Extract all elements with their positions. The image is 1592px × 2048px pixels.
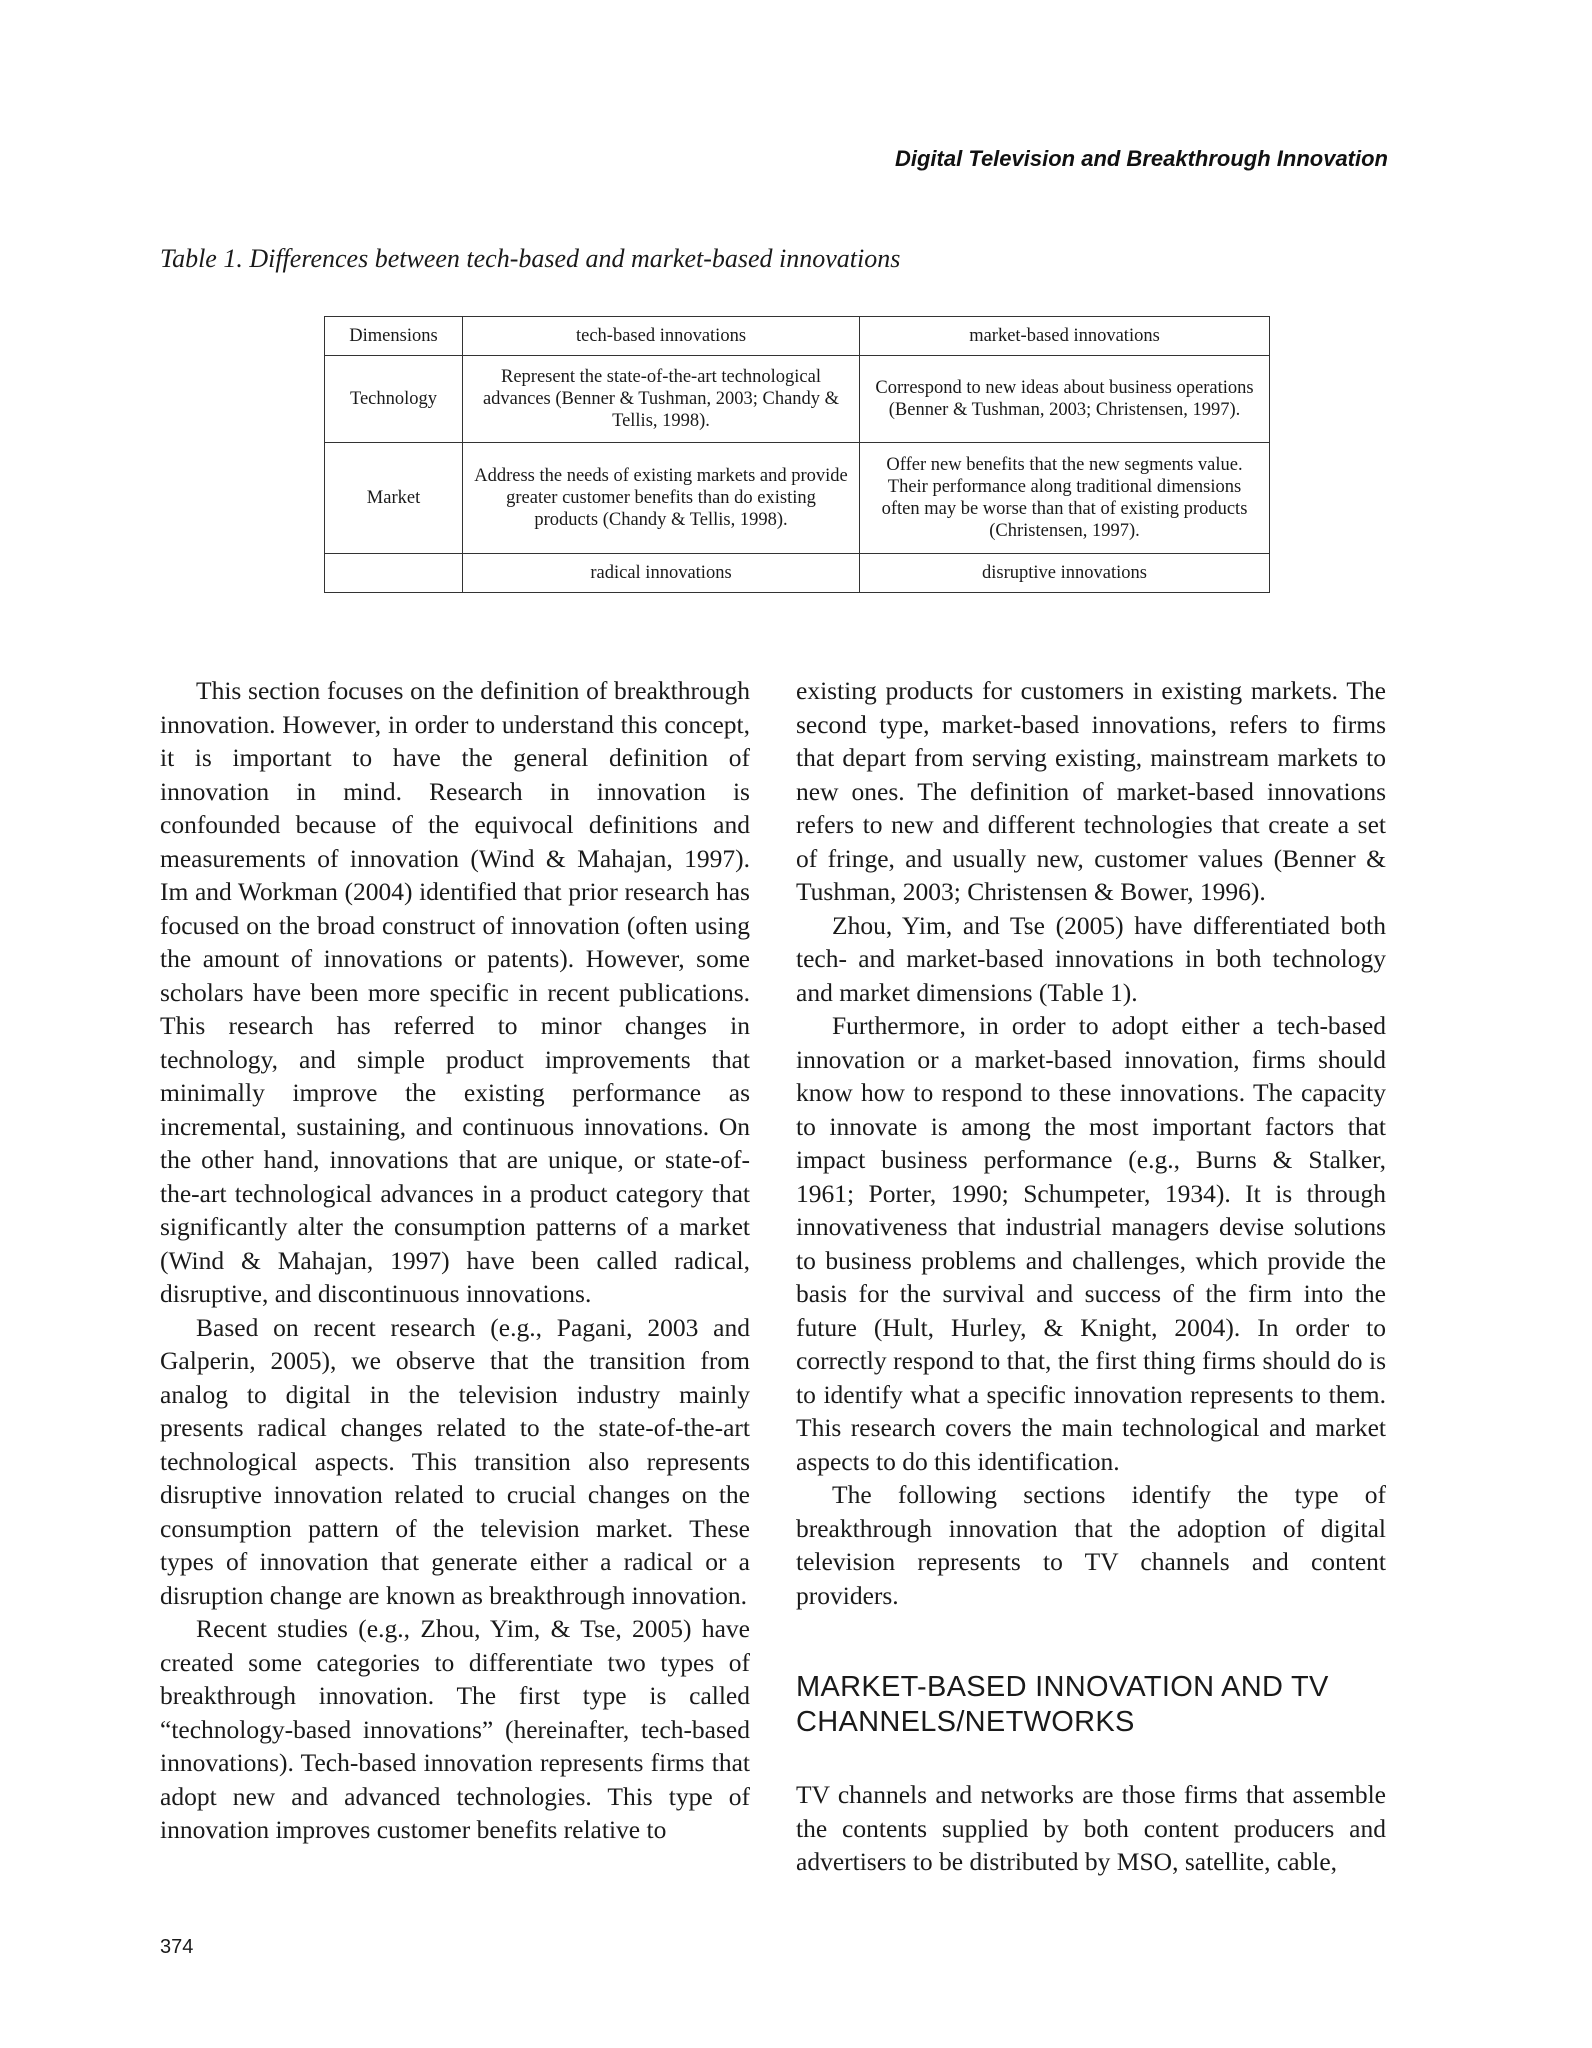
table-cell [325, 554, 463, 593]
paragraph: Based on recent research (e.g., Pagani, 2003 and Galperin, 2005), we observe that the transition from analog to digital in the television industry mainly presents radical changes related to the state-of-the-art technological aspects. This transition also represents disruptive innovation related to crucial changes on the consumption pattern of the television market. These types of innovation that generate either a radical or a disruption change are known as breakthrough innovation. [160, 1312, 750, 1610]
paragraph: Furthermore, in order to adopt either a tech-based innovation or a market-based innovation, firms should know how to respond to these innovations. The capacity to innovate is among the most important factors that impact business performance (e.g., Burns & Stalker, 1961; Porter, 1990; Schumpeter, 1934). It is through innovativeness that industrial managers devise solutions to business problems and challenges, which provide the basis for the survival and success of the firm into the future (Hult, Hurley, & Knight, 2004). In order to correctly respond to that, the first thing firms should do is to identify what a specific innovation represents to them. This research covers the main technological and market aspects to do this identification. [796, 1011, 1386, 1476]
table-cell-dimension: Technology [325, 356, 463, 443]
innovation-comparison-table [324, 316, 1270, 593]
right-column [796, 674, 1386, 1879]
table-cell: Offer new benefits that the new segments value. Their performance along traditional dimensions often may be worse than that of existing products (Christensen, 1997). [860, 443, 1270, 554]
table-header-cell: Dimensions [325, 317, 463, 356]
table-cell: Address the needs of existing markets and provide greater customer benefits than do existing products (Chandy & Tellis, 1998). [463, 443, 860, 554]
paragraph: This section focuses on the definition of breakthrough innovation. However, in order to understand this concept, it is important to have the general definition of innovation in mind. Research in innovation is confounded because of the equivocal definitions and measurements of innovation (Wind & Mahajan, 1997). Im and Workman (2004) identified that prior research has focused on the broad construct of innovation (often using the amount of innovations or patents). However, some scholars have been more specific in recent publications. This research has referred to minor changes in technology, and simple product improvements that minimally improve the existing performance as incremental, sustaining, and continuous innovations. On the other hand, innovations that are unique, or state-of-the-art technological advances in a product category that significantly alter the consumption patterns of a market (Wind & Mahajan, 1997) have been called radical, disruptive, and discontinuous innovations. [160, 676, 750, 1308]
paragraph: Zhou, Yim, and Tse (2005) have differentiated both tech- and market-based innovations in both technology and market dimensions (Table 1). [796, 910, 1386, 1007]
table-row [325, 443, 1270, 554]
table-caption: Table 1. Differences between tech-based and market-based innovations [160, 244, 901, 273]
left-column [160, 674, 750, 1847]
table-cell: Represent the state-of-the-art technological advances (Benner & Tushman, 2003; Chandy & Tellis, 1998). [463, 356, 860, 443]
table-cell: radical innovations [463, 554, 860, 593]
table-cell: Correspond to new ideas about business operations (Benner & Tushman, 2003; Christensen, 1997). [860, 356, 1270, 443]
page-number: 374 [160, 1936, 194, 1958]
section-heading: MARKET-BASED INNOVATION AND TV CHANNELS/NETWORKS [796, 1671, 1329, 1738]
table-row [325, 356, 1270, 443]
running-head: Digital Television and Breakthrough Innovation [894, 146, 1388, 171]
table-header-row [325, 317, 1270, 356]
paragraph: TV channels and networks are those firms that assemble the contents supplied by both content producers and advertisers to be distributed by MSO, satellite, cable, [796, 1780, 1386, 1876]
paragraph: existing products for customers in existing markets. The second type, market-based innovations, refers to firms that depart from serving existing, mainstream markets to new ones. The definition of market-based innovations refers to new and different technologies that create a set of fringe, and usually new, customer values (Benner & Tushman, 2003; Christensen & Bower, 1996). [796, 676, 1386, 906]
table-header-cell: tech-based innovations [463, 317, 860, 356]
table-cell: disruptive innovations [860, 554, 1270, 593]
table-header-cell: market-based innovations [860, 317, 1270, 356]
table-cell-dimension: Market [325, 443, 463, 554]
paragraph: Recent studies (e.g., Zhou, Yim, & Tse, 2005) have created some categories to differentiate two types of breakthrough innovation. The first type is called “technology-based innovations” (hereinafter, tech-based innovations). Tech-based innovation represents firms that adopt new and advanced technologies. This type of innovation improves customer benefits relative to [160, 1614, 750, 1844]
paragraph: The following sections identify the type of breakthrough innovation that the adoption of digital television represents to TV channels and content providers. [796, 1480, 1386, 1610]
table-footer-row [325, 554, 1270, 593]
